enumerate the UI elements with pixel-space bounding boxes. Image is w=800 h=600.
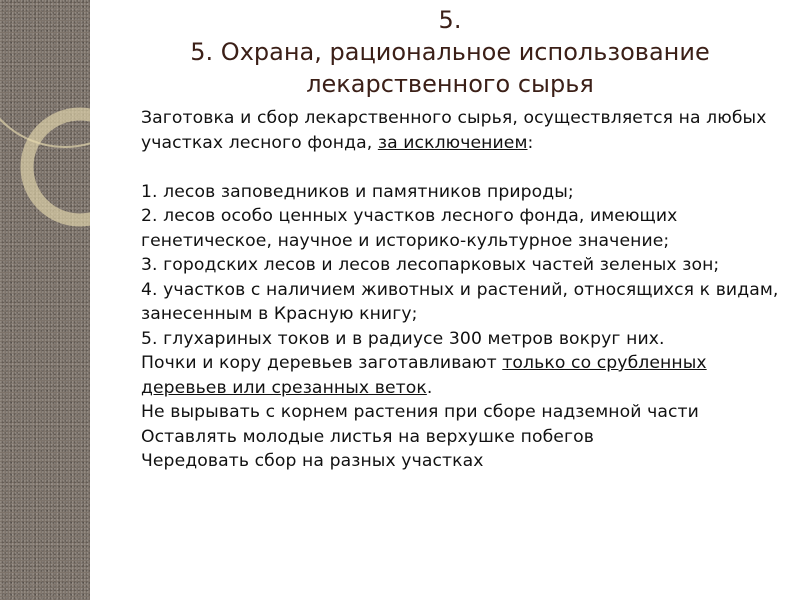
- list-item: 5. глухариных токов и в радиусе 300 метров вокруг них.: [141, 328, 665, 349]
- intro-paragraph: [141, 106, 781, 155]
- title-main: 5. Охрана, рациональное использование лекарственного сырья: [190, 38, 710, 98]
- buds-text: Почки и кору деревьев заготавливают: [141, 353, 503, 373]
- slide-body: [141, 106, 781, 474]
- intro-text: Заготовка и сбор лекарственного сырья, осуществляется на любых участках лесного фонда,: [141, 108, 767, 153]
- rule-line: Чередовать сбор на разных участках: [141, 451, 484, 471]
- buds-suffix: .: [426, 377, 433, 398]
- buds-paragraph: [141, 351, 781, 400]
- title-number: 5.: [438, 6, 462, 34]
- intro-underlined-text: за исключением: [377, 132, 528, 153]
- intro-suffix: :: [527, 132, 534, 153]
- list-item: 2. лесов особо ценных участков лесного фонда, имеющих генетическое, научное и историко-культурное значение;: [141, 206, 678, 251]
- rule-line: Не вырывать с корнем растения при сборе надземной части: [141, 402, 699, 422]
- list-item: 1. лесов заповедников и памятников природы;: [141, 181, 574, 202]
- list-item: 3. городских лесов и лесов лесопарковых частей зеленых зон;: [141, 255, 720, 275]
- decorative-left-stripe: [0, 0, 90, 600]
- slide-title: [140, 4, 760, 100]
- decorative-rings: [0, 0, 90, 600]
- paragraph-spacer: [141, 155, 781, 180]
- rule-line: Оставлять молодые листья на верхушке побегов: [141, 426, 594, 447]
- buds-underlined-text: только со срубленных деревьев или срезанных веток: [141, 353, 707, 398]
- list-item: 4. участков с наличием животных и растений, относящихся к видам, занесенным в Красную книгу;: [141, 279, 779, 324]
